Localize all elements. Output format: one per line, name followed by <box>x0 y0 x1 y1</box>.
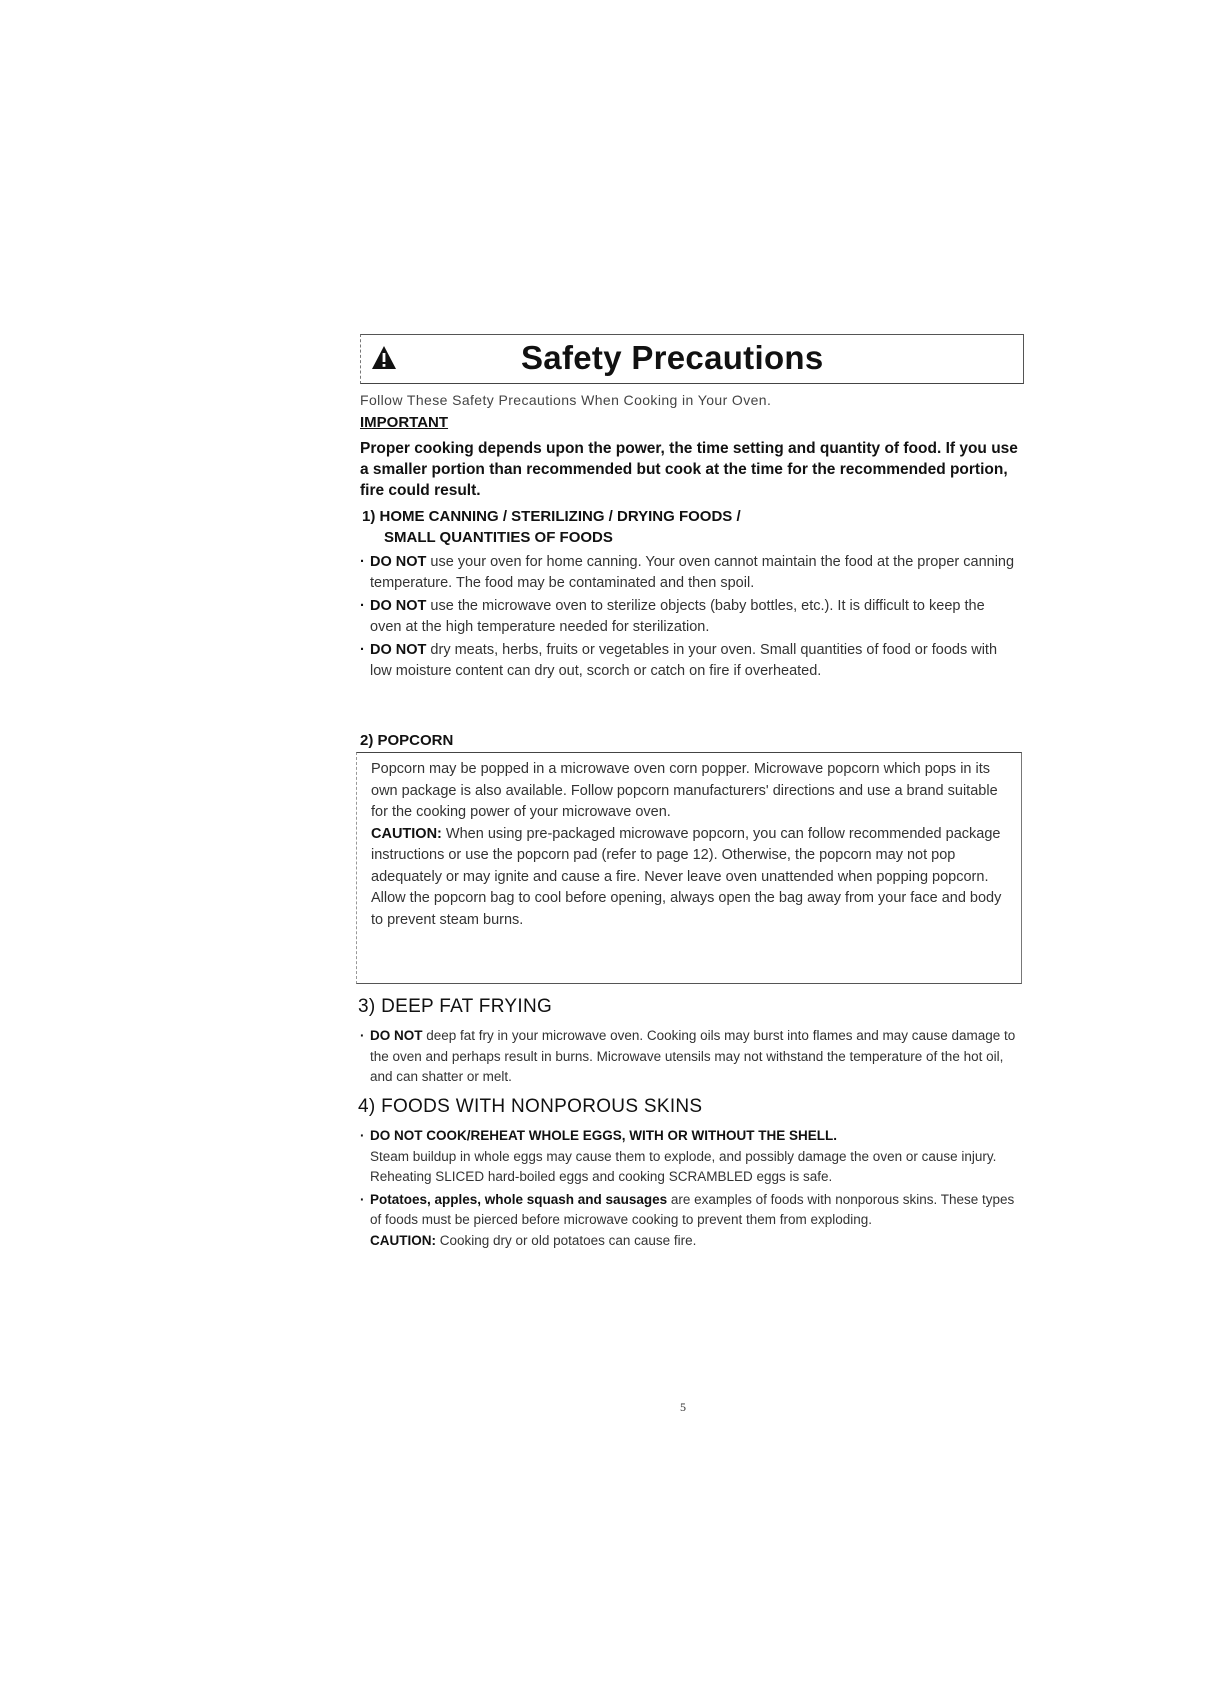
popcorn-paragraph: Popcorn may be popped in a microwave oven corn popper. Microwave popcorn which pops in its own package is also available. Follow popcorn manufacturers' directions and use a brand suitable for the cooking power of your microwave oven. <box>371 761 998 820</box>
list-item <box>360 596 1020 638</box>
intro-text: Follow These Safety Precautions When Cooking in Your Oven. <box>360 392 772 408</box>
caution-label: CAUTION: <box>370 1232 436 1248</box>
bullet-icon: · <box>360 642 365 658</box>
page-number: 5 <box>680 1400 686 1414</box>
section-3-heading: 3) DEEP FAT FRYING <box>358 996 553 1017</box>
caution-label: CAUTION: <box>371 825 442 842</box>
popcorn-caution <box>371 824 1011 932</box>
bullet-icon: · <box>360 1028 365 1043</box>
section-4-heading: 4) FOODS WITH NONPOROUS SKINS <box>358 1096 703 1117</box>
list-item <box>360 1126 1020 1188</box>
warning-triangle-icon <box>371 345 397 371</box>
list-item <box>360 552 1020 594</box>
caution-text: Cooking dry or old potatoes can cause fire. <box>439 1232 697 1248</box>
bullet-text: dry meats, herbs, fruits or vegetables in your oven. Small quantities of food or foods with low moisture content can dry out, scorch or catch on fire if overheated. <box>370 642 998 679</box>
section-4-text <box>360 1126 1020 1253</box>
popcorn-box <box>356 752 1022 984</box>
title-banner <box>360 334 1024 384</box>
bullet-text: are examples of foods with nonporous skins. These types of foods must be pierced before microwave cooking to prevent them from exploding. <box>370 1191 1015 1227</box>
section-1-bullets <box>360 552 1020 684</box>
bullet-lead: DO NOT <box>370 554 427 570</box>
section-2-heading: 2) POPCORN <box>360 732 454 749</box>
bullet-text: deep fat fry in your microwave oven. Cooking oils may burst into flames and may cause damage to the oven and perhaps result in burns. Microwave utensils may not withstand the temperature of the hot oil, and can shatter or melt. <box>370 1028 1016 1084</box>
section-1-heading <box>362 506 1022 548</box>
bullet-lead: DO NOT COOK/REHEAT WHOLE EGGS, WITH OR WITHOUT THE SHELL. <box>370 1128 837 1143</box>
bullet-icon: · <box>360 598 365 614</box>
section-1-heading-line2: SMALL QUANTITIES OF FOODS <box>384 529 613 546</box>
list-item <box>360 1026 1020 1088</box>
bullet-lead: Potatoes, apples, whole squash and sausages <box>370 1191 668 1207</box>
bullet-lead: DO NOT <box>370 598 427 614</box>
bullet-icon: · <box>360 1128 365 1143</box>
popcorn-text <box>371 759 1011 931</box>
list-item <box>360 1190 1020 1252</box>
bullet-text: use the microwave oven to sterilize objects (baby bottles, etc.). It is difficult to keep the oven at the high temperature needed for sterilization. <box>370 598 985 635</box>
important-text: Proper cooking depends upon the power, the time setting and quantity of food. If you use a smaller portion than recommended but cook at the time for the recommended portion, fire could result. <box>360 440 1018 499</box>
caution-text: When using pre-packaged microwave popcorn, you can follow recommended package instructions or use the popcorn pad (refer to page 12). Otherwise, the popcorn may not pop adequately or may ignite and cause a fire. Never leave oven unattended when popping popcorn. Allow the popcorn bag to cool before opening, always open the bag away from your face and body to prevent steam burns. <box>371 825 1002 928</box>
bullet-icon: · <box>360 1191 365 1207</box>
list-item <box>360 640 1020 682</box>
bullet-text: use your oven for home canning. Your oven cannot maintain the food at the proper canning temperature. The food may be contaminated and then spoil. <box>370 554 1015 591</box>
bullet-text: Steam buildup in whole eggs may cause them to explode, and possibly damage the oven or cause injury. Reheating SLICED hard-boiled eggs and cooking SCRAMBLED eggs is safe. <box>370 1148 997 1184</box>
important-label: IMPORTANT <box>360 414 449 431</box>
section-3-text <box>360 1026 1020 1090</box>
section-1-heading-line1: 1) HOME CANNING / STERILIZING / DRYING FOODS / <box>362 508 741 525</box>
page-title: Safety Precautions <box>521 339 824 376</box>
bullet-icon: · <box>360 554 365 570</box>
caution-line <box>370 1231 1020 1252</box>
bullet-lead: DO NOT <box>370 1028 423 1043</box>
bullet-lead: DO NOT <box>370 642 427 658</box>
